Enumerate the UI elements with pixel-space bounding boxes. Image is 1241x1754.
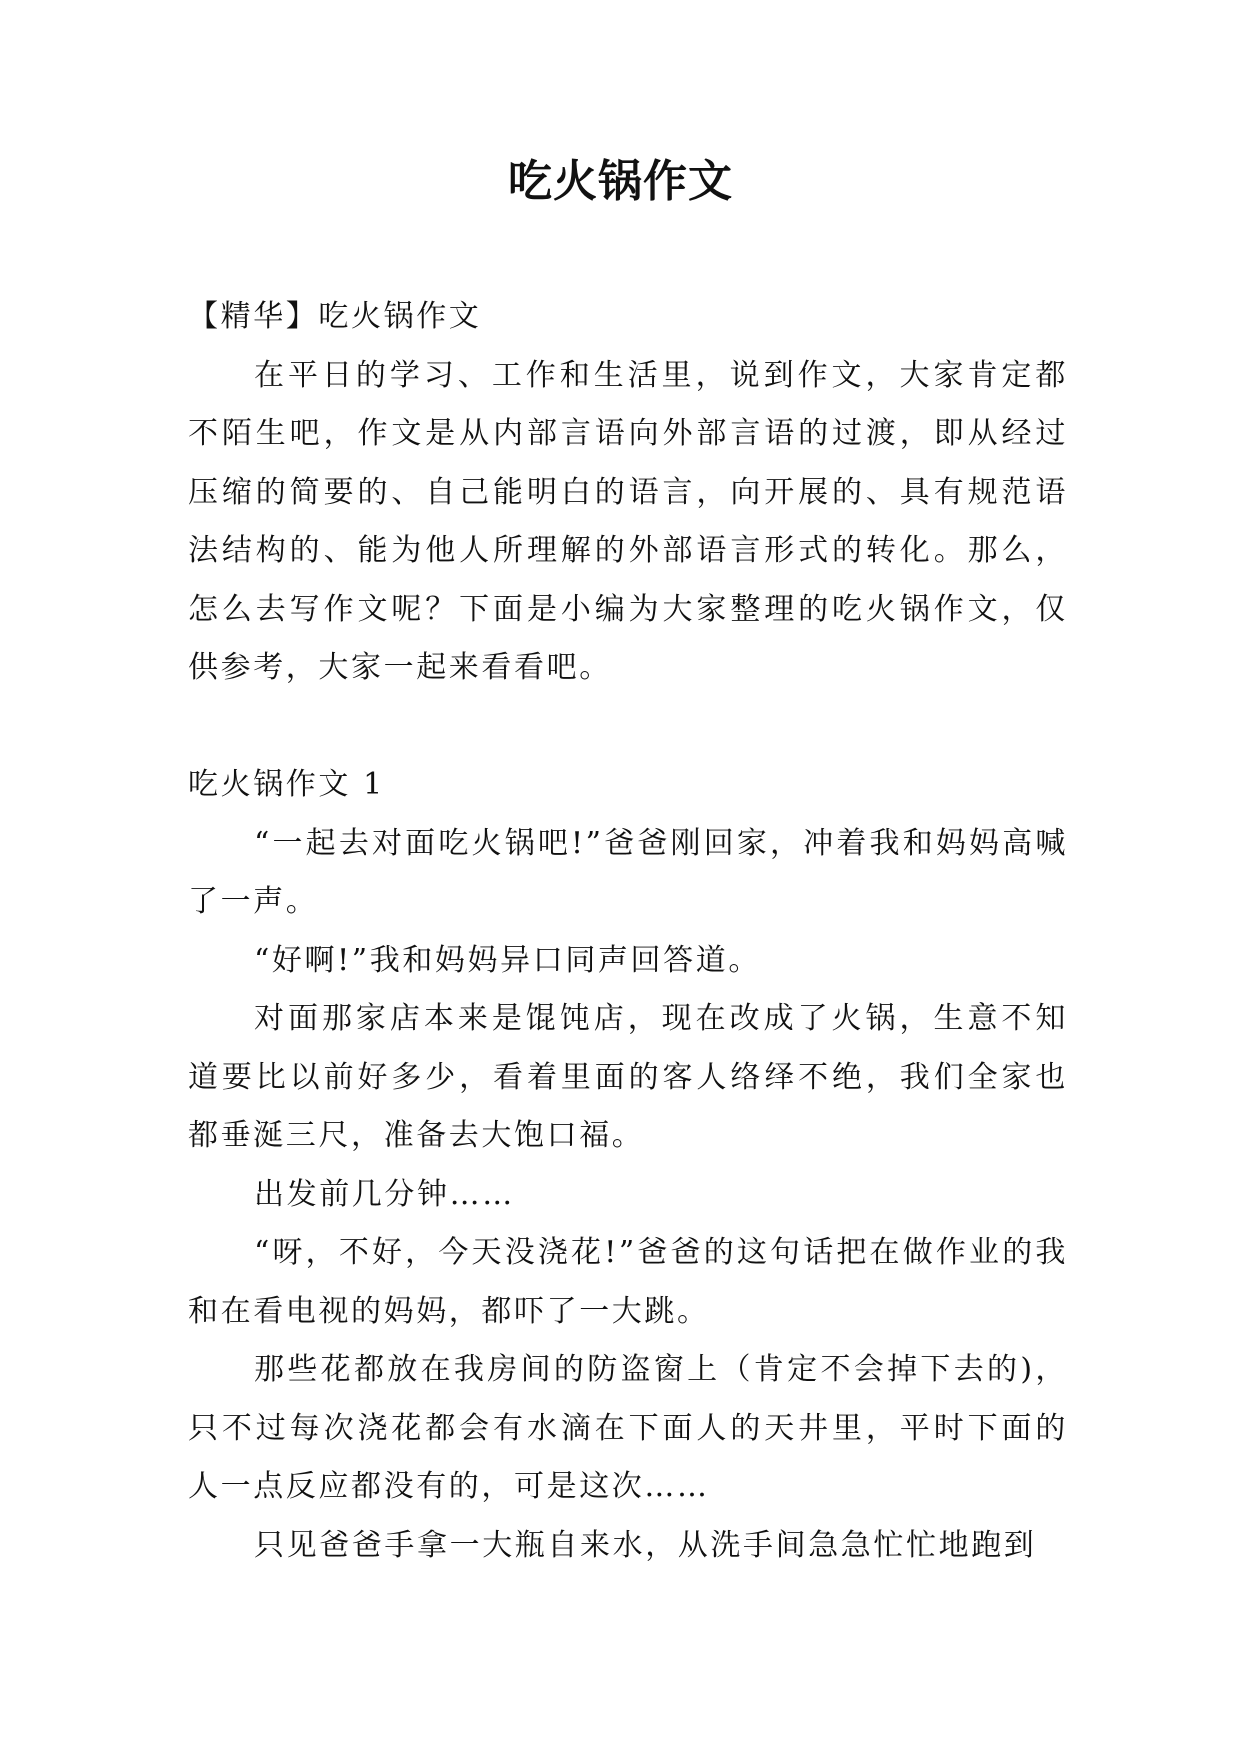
body-paragraph: “呀，不好，今天没浇花!”爸爸的这句话把在做作业的我和在看电视的妈妈，都吓了一大跳。: [188, 1235, 1068, 1329]
blank-line: [188, 698, 1068, 757]
body-paragraph: 对面那家店本来是馄饨店，现在改成了火锅，生意不知道要比以前好多少，看着里面的客人络绎不绝，我们全家也都垂涎三尺，准备去大饱口福。: [188, 1001, 1068, 1153]
document-body: [188, 288, 1068, 1575]
intro-paragraph: 在平日的学习、工作和生活里，说到作文，大家肯定都不陌生吧，作文是从内部言语向外部言语的过渡，即从经过压缩的简要的、自己能明白的语言，向开展的、具有规范语法结构的、能为他人所理解的外部语言形式的转化。那么，怎么去写作文呢？下面是小编为大家整理的吃火锅作文，仅供参考，大家一起来看看吧。: [188, 357, 1068, 685]
document-title: 吃火锅作文: [508, 156, 733, 207]
body-paragraph: 只见爸爸手拿一大瓶自来水，从洗手间急急忙忙地跑到: [254, 1527, 1037, 1563]
body-paragraph: 那些花都放在我房间的防盗窗上（肯定不会掉下去的)，只不过每次浇花都会有水滴在下面人的天井里，平时下面的人一点反应都没有的，可是这次……: [188, 1352, 1068, 1504]
document-subtitle: 【精华】吃火锅作文: [188, 299, 482, 334]
body-paragraph: “一起去对面吃火锅吧!”爸爸刚回家，冲着我和妈妈高喊了一声。: [188, 825, 1068, 919]
section-heading: 吃火锅作文 1: [188, 767, 385, 802]
body-paragraph: “好啊!”我和妈妈异口同声回答道。: [254, 942, 761, 978]
body-paragraph: 出发前几分钟……: [254, 1176, 515, 1212]
